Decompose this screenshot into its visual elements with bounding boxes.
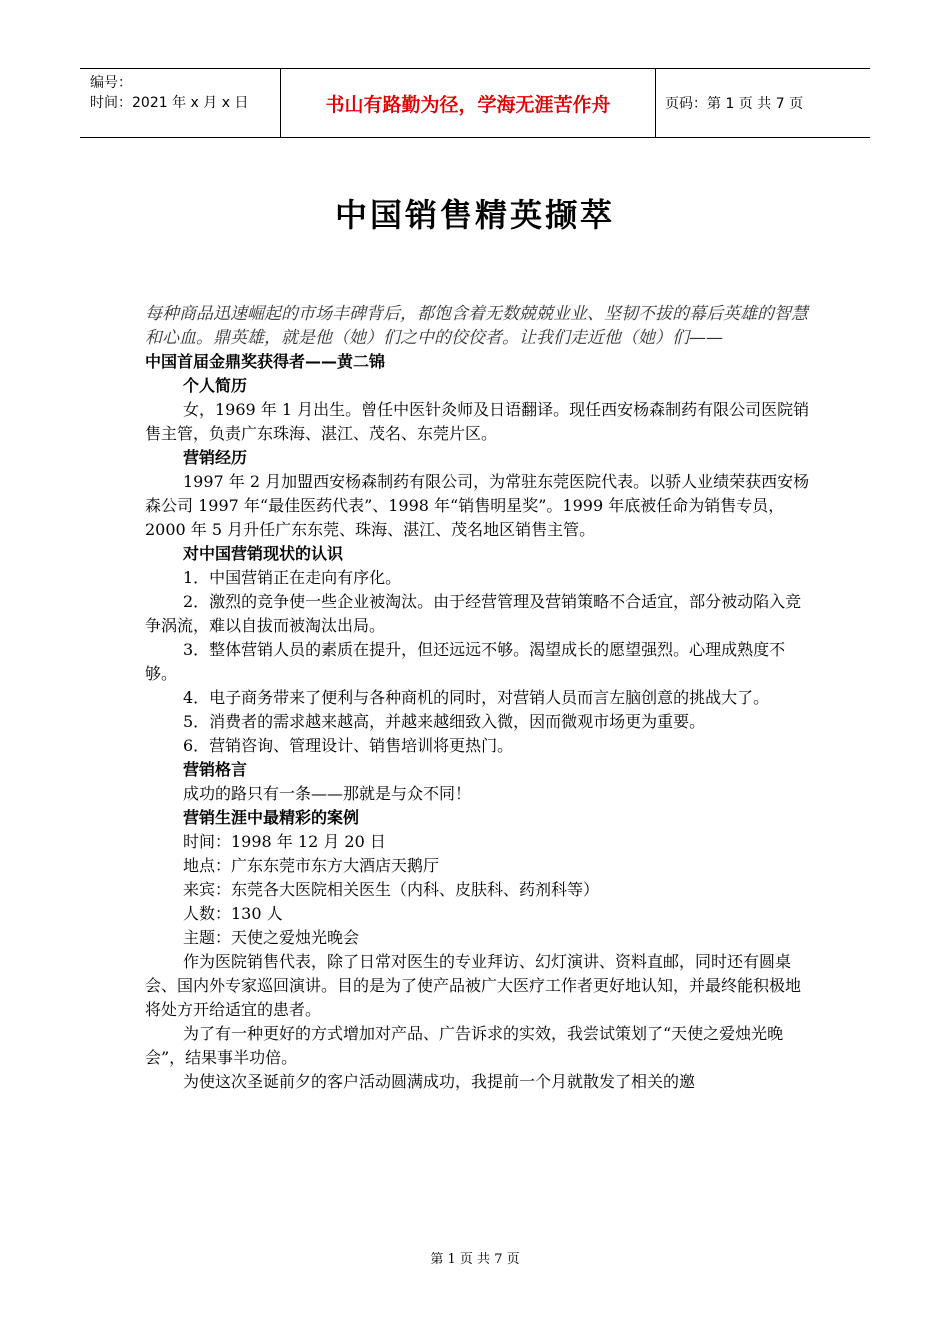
number-label: 编号： — [90, 75, 132, 91]
case-paragraph: 为了有一种更好的方式增加对产品、广告诉求的实效，我尝试策划了“天使之爱烛光晚会”，结果事半功倍。 — [145, 1024, 784, 1067]
case-theme: 主题：天使之爱烛光晚会 — [183, 928, 360, 947]
bio-heading: 个人简历 — [183, 376, 248, 395]
document-header — [80, 68, 870, 138]
career-text: 1997 年 2 月加盟西安杨森制药有限公司，为常驻东莞医院代表。以骄人业绩荣获西安杨森公司 1997 年“最佳医药代表”、1998 年“销售明星奖”。1999 年底被任命为销售专员，2000 年 5 月升任广东东莞、珠海、湛江、茂名地区销售主管。 — [145, 472, 810, 539]
case-heading: 营销生涯中最精彩的案例 — [183, 808, 360, 827]
section-title: 中国首届金鼎奖获得者——黄二锦 — [145, 352, 386, 371]
page-footer: 第 1 页 共 7 页 — [430, 1252, 520, 1267]
header-page-info: 页码：第 1 页 共 7 页 — [665, 96, 804, 112]
case-count: 人数：130 人 — [183, 904, 283, 923]
article-body — [145, 302, 810, 1094]
list-item: 1．中国营销正在走向有序化。 — [183, 568, 402, 587]
list-item: 4．电子商务带来了便利与各种商机的同时，对营销人员而言左脑创意的挑战大了。 — [183, 688, 770, 707]
bio-text: 女，1969 年 1 月出生。曾任中医针灸师及日语翻译。现任西安杨森制药有限公司医院销售主管，负责广东珠海、湛江、茂名、东莞片区。 — [145, 400, 810, 443]
header-meta — [80, 69, 280, 137]
case-paragraph: 为使这次圣诞前夕的客户活动圆满成功，我提前一个月就散发了相关的邀 — [183, 1072, 696, 1091]
case-time: 时间：1998 年 12 月 20 日 — [183, 832, 386, 851]
page-title: 中国销售精英撷萃 — [334, 196, 615, 234]
motto-text: 成功的路只有一条——那就是与众不同！ — [183, 784, 472, 803]
list-item: 2．激烈的竞争使一些企业被淘汰。由于经营管理及营销策略不合适宜，部分被动陷入竞争涡流，难以自拔而被淘汰出局。 — [145, 592, 802, 635]
time-label: 时间：2021 年 x 月 x 日 — [90, 95, 249, 111]
case-guests: 来宾：东莞各大医院相关医生（内科、皮肤科、药剂科等） — [183, 880, 600, 899]
intro-paragraph: 每种商品迅速崛起的市场丰碑背后，都饱含着无数兢兢业业、坚韧不拔的幕后英雄的智慧和心血。鼎英雄，就是他（她）们之中的佼佼者。让我们走近他（她）们—— — [145, 304, 808, 348]
header-motto: 书山有路勤为径，学海无涯苦作舟 — [280, 69, 656, 137]
career-heading: 营销经历 — [183, 448, 248, 467]
list-item: 3．整体营销人员的素质在提升，但还远远不够。渴望成长的愿望强烈。心理成熟度不够。 — [145, 640, 786, 683]
views-heading: 对中国营销现状的认识 — [183, 544, 344, 563]
case-paragraph: 作为医院销售代表，除了日常对医生的专业拜访、幻灯演讲、资料直邮，同时还有圆桌会、国内外专家巡回演讲。目的是为了使产品被广大医疗工作者更好地认知，并最终能积极地将处方开给适宜的患者。 — [145, 952, 802, 1019]
list-item: 5．消费者的需求越来越高，并越来越细致入微，因而微观市场更为重要。 — [183, 712, 706, 731]
list-item: 6．营销咨询、管理设计、销售培训将更热门。 — [183, 736, 514, 755]
motto-heading: 营销格言 — [183, 760, 248, 779]
case-place: 地点：广东东莞市东方大酒店天鹅厅 — [183, 856, 440, 875]
